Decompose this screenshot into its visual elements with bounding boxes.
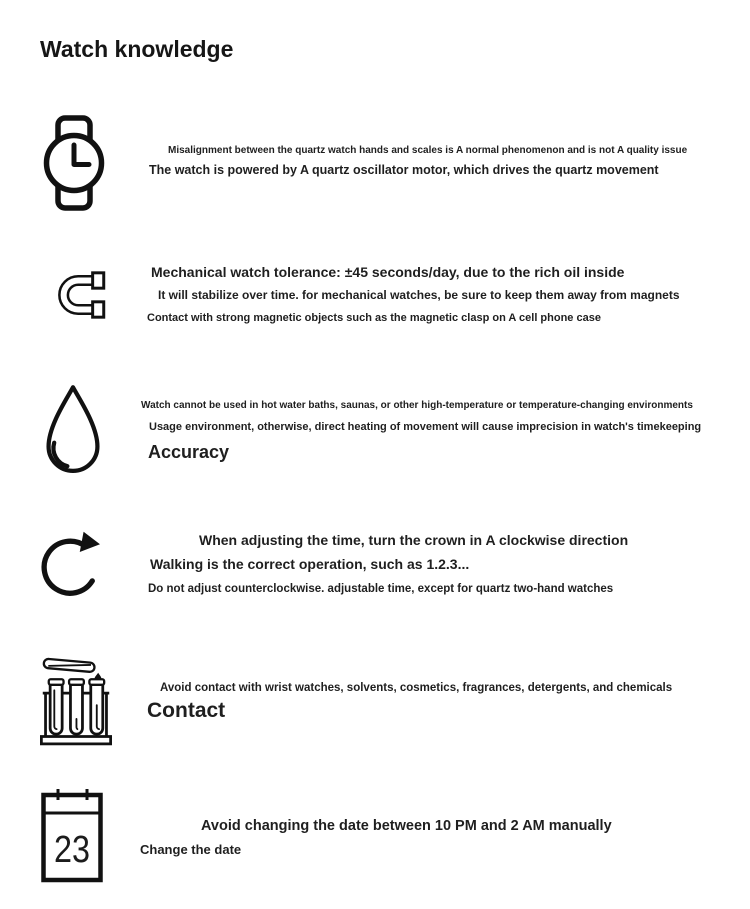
change-date-heading: Change the date xyxy=(140,842,242,857)
magnet-icon xyxy=(50,266,108,324)
test-tubes-icon xyxy=(40,652,112,749)
magnet-tolerance-text: Mechanical watch tolerance: ±45 seconds/day, due to the rich oil inside xyxy=(151,264,625,280)
magnet-stabilize-text: It will stabilize over time. for mechanical watches, be sure to keep them away from magnets xyxy=(158,288,680,302)
magnet-contact-note: Contact with strong magnetic objects such as the magnetic clasp on A cell phone case xyxy=(147,312,601,324)
watch-icon xyxy=(42,115,106,211)
water-drop-icon xyxy=(42,381,104,480)
quartz-power-text: The watch is powered by A quartz oscillator motor, which drives the quartz movement xyxy=(149,163,659,177)
hot-water-warning: Watch cannot be used in hot water baths, saunas, or other high-temperature or temperature-changing environments xyxy=(141,400,693,411)
crown-clockwise-text: When adjusting the time, turn the crown in A clockwise direction xyxy=(199,532,629,548)
quartz-misalignment-note: Misalignment between the quartz watch hands and scales is A normal phenomenon and is not A quality issue xyxy=(168,145,688,156)
avoid-date-change-text: Avoid changing the date between 10 PM and 2 AM manually xyxy=(201,818,612,834)
usage-environment-text: Usage environment, otherwise, direct heating of movement will cause imprecision in watch's timekeeping xyxy=(149,421,702,433)
accuracy-heading: Accuracy xyxy=(148,442,230,462)
rotate-clockwise-icon xyxy=(40,526,106,605)
calendar-day-label: 23 xyxy=(54,829,90,871)
counterclockwise-note: Do not adjust counterclockwise. adjustable time, except for quartz two-hand watches xyxy=(148,583,614,595)
walking-operation-text: Walking is the correct operation, such as 1.2.3... xyxy=(150,556,470,572)
contact-heading: Contact xyxy=(147,699,226,722)
page-title: Watch knowledge xyxy=(40,36,234,62)
avoid-chemicals-text: Avoid contact with wrist watches, solvents, cosmetics, fragrances, detergents, and chemicals xyxy=(160,682,673,694)
calendar-icon xyxy=(41,788,103,884)
